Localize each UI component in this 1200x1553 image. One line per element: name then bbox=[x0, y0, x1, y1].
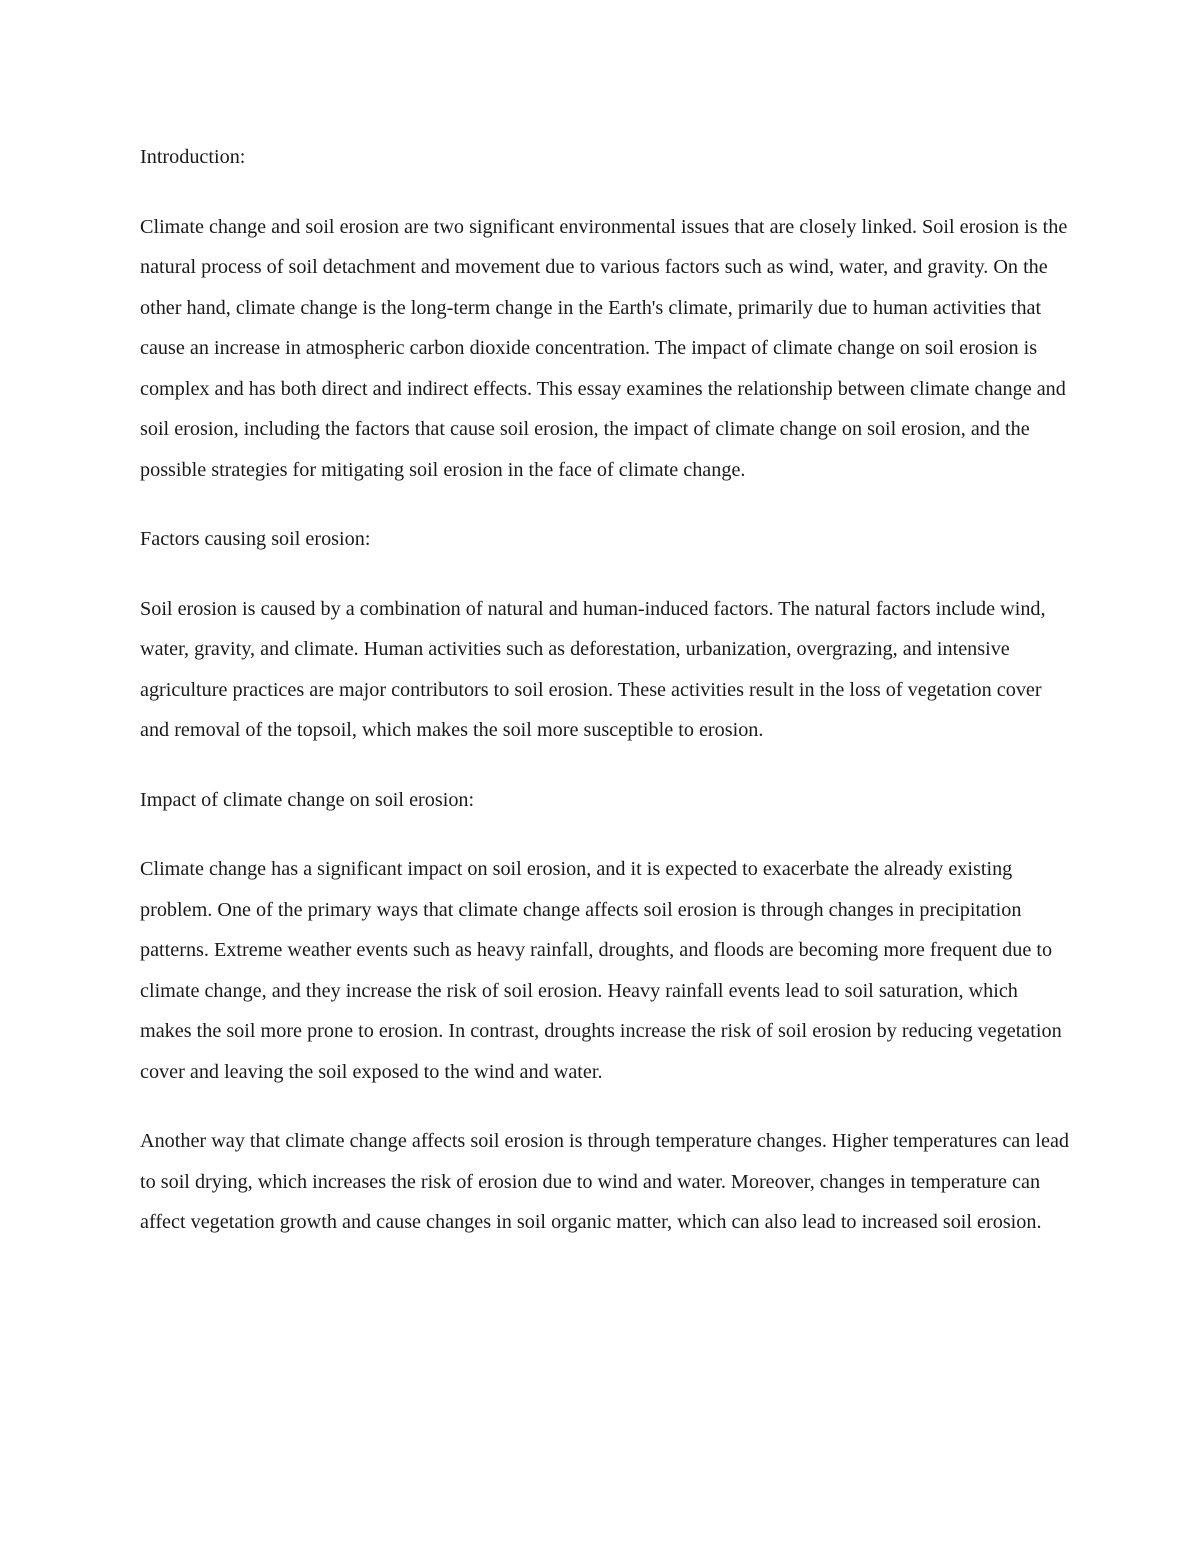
paragraph-impact-1: Climate change has a significant impact on soil erosion, and it is expected to exacerbate the already existing problem. One of the primary ways that climate change affects soil erosion is through changes in precipitation patterns. Extreme weather events such as heavy rainfall, droughts, and floods are becoming more frequent due to climate change, and they increase the risk of soil erosion. Heavy rainfall events lead to soil saturation, which makes the soil more prone to erosion. In contrast, droughts increase the risk of soil erosion by reducing vegetation cover and leaving the soil exposed to the wind and water. bbox=[140, 858, 1062, 1083]
document-body bbox=[140, 137, 1070, 1272]
heading-factors: Factors causing soil erosion: bbox=[140, 528, 371, 550]
paragraph-factors: Soil erosion is caused by a combination of natural and human-induced factors. The natural factors include wind, water, gravity, and climate. Human activities such as deforestation, urbanization, overgrazing, and intensive agriculture practices are major contributors to soil erosion. These activities result in the loss of vegetation cover and removal of the topsoil, which makes the soil more susceptible to erosion. bbox=[140, 597, 1046, 741]
paragraph-impact-2: Another way that climate change affects soil erosion is through temperature changes. Higher temperatures can lead to soil drying, which increases the risk of erosion due to wind and water. Moreover, changes in temperature can affect vegetation growth and cause changes in soil organic matter, which can also lead to increased soil erosion. bbox=[140, 1130, 1070, 1233]
heading-introduction: Introduction: bbox=[140, 146, 246, 168]
paragraph-introduction: Climate change and soil erosion are two significant environmental issues that are closely linked. Soil erosion is the natural process of soil detachment and movement due to various factors such as wind, water, and gravity. On the other hand, climate change is the long-term change in the Earth's climate, primarily due to human activities that cause an increase in atmospheric carbon dioxide concentration. The impact of climate change on soil erosion is complex and has both direct and indirect effects. This essay examines the relationship between climate change and soil erosion, including the factors that cause soil erosion, the impact of climate change on soil erosion, and the possible strategies for mitigating soil erosion in the face of climate change. bbox=[140, 215, 1068, 481]
heading-impact: Impact of climate change on soil erosion: bbox=[140, 788, 475, 811]
